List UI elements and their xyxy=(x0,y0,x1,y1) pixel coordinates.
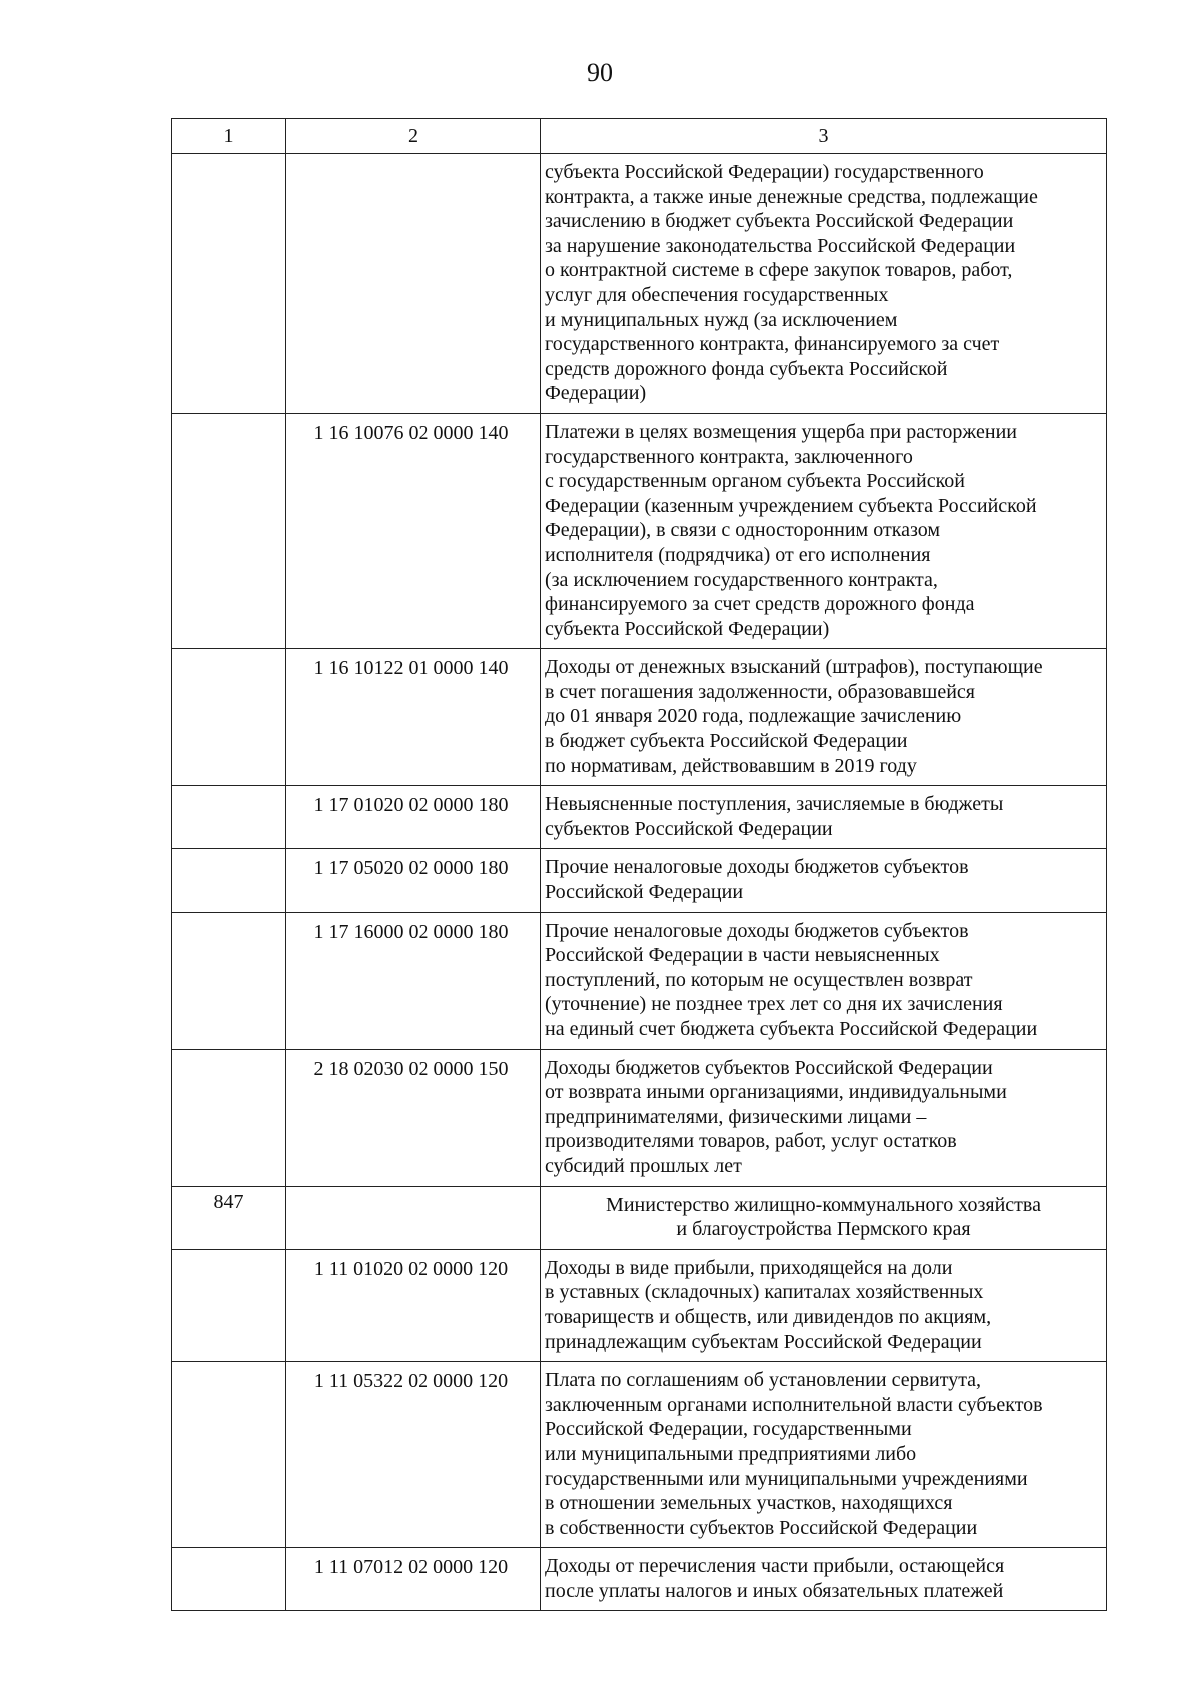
header-col-1: 1 xyxy=(172,119,286,154)
admin-code-cell xyxy=(172,1049,286,1186)
description-cell: Прочие неналоговые доходы бюджетов субъектов Российской Федерации xyxy=(541,849,1107,912)
ministry-name-cell: Министерство жилищно-коммунального хозяйства и благоустройства Пермского края xyxy=(541,1186,1107,1249)
description-cell: Доходы от перечисления части прибыли, остающейся после уплаты налогов и иных обязательных платежей xyxy=(541,1548,1107,1611)
revenue-code-cell: 1 11 05322 02 0000 120 xyxy=(286,1362,541,1548)
revenue-code-cell: 1 11 07012 02 0000 120 xyxy=(286,1548,541,1611)
revenue-code-cell xyxy=(286,154,541,414)
description-cell: Платежи в целях возмещения ущерба при расторжении государственного контракта, заключенного с государственным органом субъекта Российской Федерации (казенным учреждением субъекта Российской Федерации), в связи с односторонним отказом исполнителя (подрядчика) от его исполнения (за исключением государственного контракта, финансируемого за счет средств дорожного фонда субъекта Российской Федерации) xyxy=(541,413,1107,648)
description-cell: Прочие неналоговые доходы бюджетов субъектов Российской Федерации в части невыясненных поступлений, по которым не осуществлен возврат (уточнение) не позднее трех лет со дня их зачисления на единый счет бюджета субъекта Российской Федерации xyxy=(541,912,1107,1049)
page-number: 90 xyxy=(587,58,613,87)
table-row xyxy=(172,649,1107,786)
revenue-code-cell xyxy=(286,1186,541,1249)
table-row xyxy=(172,413,1107,648)
revenue-code-cell: 2 18 02030 02 0000 150 xyxy=(286,1049,541,1186)
table-row xyxy=(172,1548,1107,1611)
admin-code-cell xyxy=(172,413,286,648)
description-cell: Плата по соглашениям об установлении сервитута, заключенным органами исполнительной власти субъектов Российской Федерации, государственными или муниципальными предприятиями либо государственными или муниципальными учреждениями в отношении земельных участков, находящихся в собственности субъектов Российской Федерации xyxy=(541,1362,1107,1548)
description-cell: Доходы от денежных взысканий (штрафов), поступающие в счет погашения задолженности, образовавшейся до 01 января 2020 года, подлежащие зачислению в бюджет субъекта Российской Федерации по нормативам, действовавшим в 2019 году xyxy=(541,649,1107,786)
description-cell: Доходы бюджетов субъектов Российской Федерации от возврата иными организациями, индивидуальными предпринимателями, физическими лицами – производителями товаров, работ, услуг остатков субсидий прошлых лет xyxy=(541,1049,1107,1186)
revenue-code-cell: 1 11 01020 02 0000 120 xyxy=(286,1249,541,1361)
admin-code-cell xyxy=(172,1249,286,1361)
revenue-code-cell: 1 16 10076 02 0000 140 xyxy=(286,413,541,648)
admin-code-cell xyxy=(172,154,286,414)
revenue-code-cell: 1 16 10122 01 0000 140 xyxy=(286,649,541,786)
header-col-3: 3 xyxy=(541,119,1107,154)
table-body xyxy=(172,154,1107,1611)
admin-code-cell xyxy=(172,849,286,912)
table-row xyxy=(172,912,1107,1049)
admin-code-cell xyxy=(172,786,286,849)
description-cell: Доходы в виде прибыли, приходящейся на доли в уставных (складочных) капиталах хозяйственных товариществ и обществ, или дивидендов по акциям, принадлежащим субъектам Российской Федерации xyxy=(541,1249,1107,1361)
header-col-2: 2 xyxy=(286,119,541,154)
table-row xyxy=(172,786,1107,849)
table-header-row xyxy=(172,119,1107,154)
table-row xyxy=(172,849,1107,912)
description-cell: Невыясненные поступления, зачисляемые в бюджеты субъектов Российской Федерации xyxy=(541,786,1107,849)
revenue-code-cell: 1 17 05020 02 0000 180 xyxy=(286,849,541,912)
admin-code-cell xyxy=(172,649,286,786)
revenue-codes-table xyxy=(171,118,1107,1611)
table-header xyxy=(172,119,1107,154)
admin-code-cell xyxy=(172,1548,286,1611)
revenue-code-cell: 1 17 16000 02 0000 180 xyxy=(286,912,541,1049)
admin-code-cell: 847 xyxy=(172,1186,286,1249)
table-row xyxy=(172,1249,1107,1361)
table-row xyxy=(172,1362,1107,1548)
table-row xyxy=(172,154,1107,414)
admin-code-cell xyxy=(172,1362,286,1548)
admin-code-cell xyxy=(172,912,286,1049)
description-cell: субъекта Российской Федерации) государственного контракта, а также иные денежные средства, подлежащие зачислению в бюджет субъекта Российской Федерации за нарушение законодательства Российской Федерации о контрактной системе в сфере закупок товаров, работ, услуг для обеспечения государственных и муниципальных нужд (за исключением государственного контракта, финансируемого за счет средств дорожного фонда субъекта Российской Федерации) xyxy=(541,154,1107,414)
table-row xyxy=(172,1049,1107,1186)
table-row-ministry-heading xyxy=(172,1186,1107,1249)
revenue-code-cell: 1 17 01020 02 0000 180 xyxy=(286,786,541,849)
